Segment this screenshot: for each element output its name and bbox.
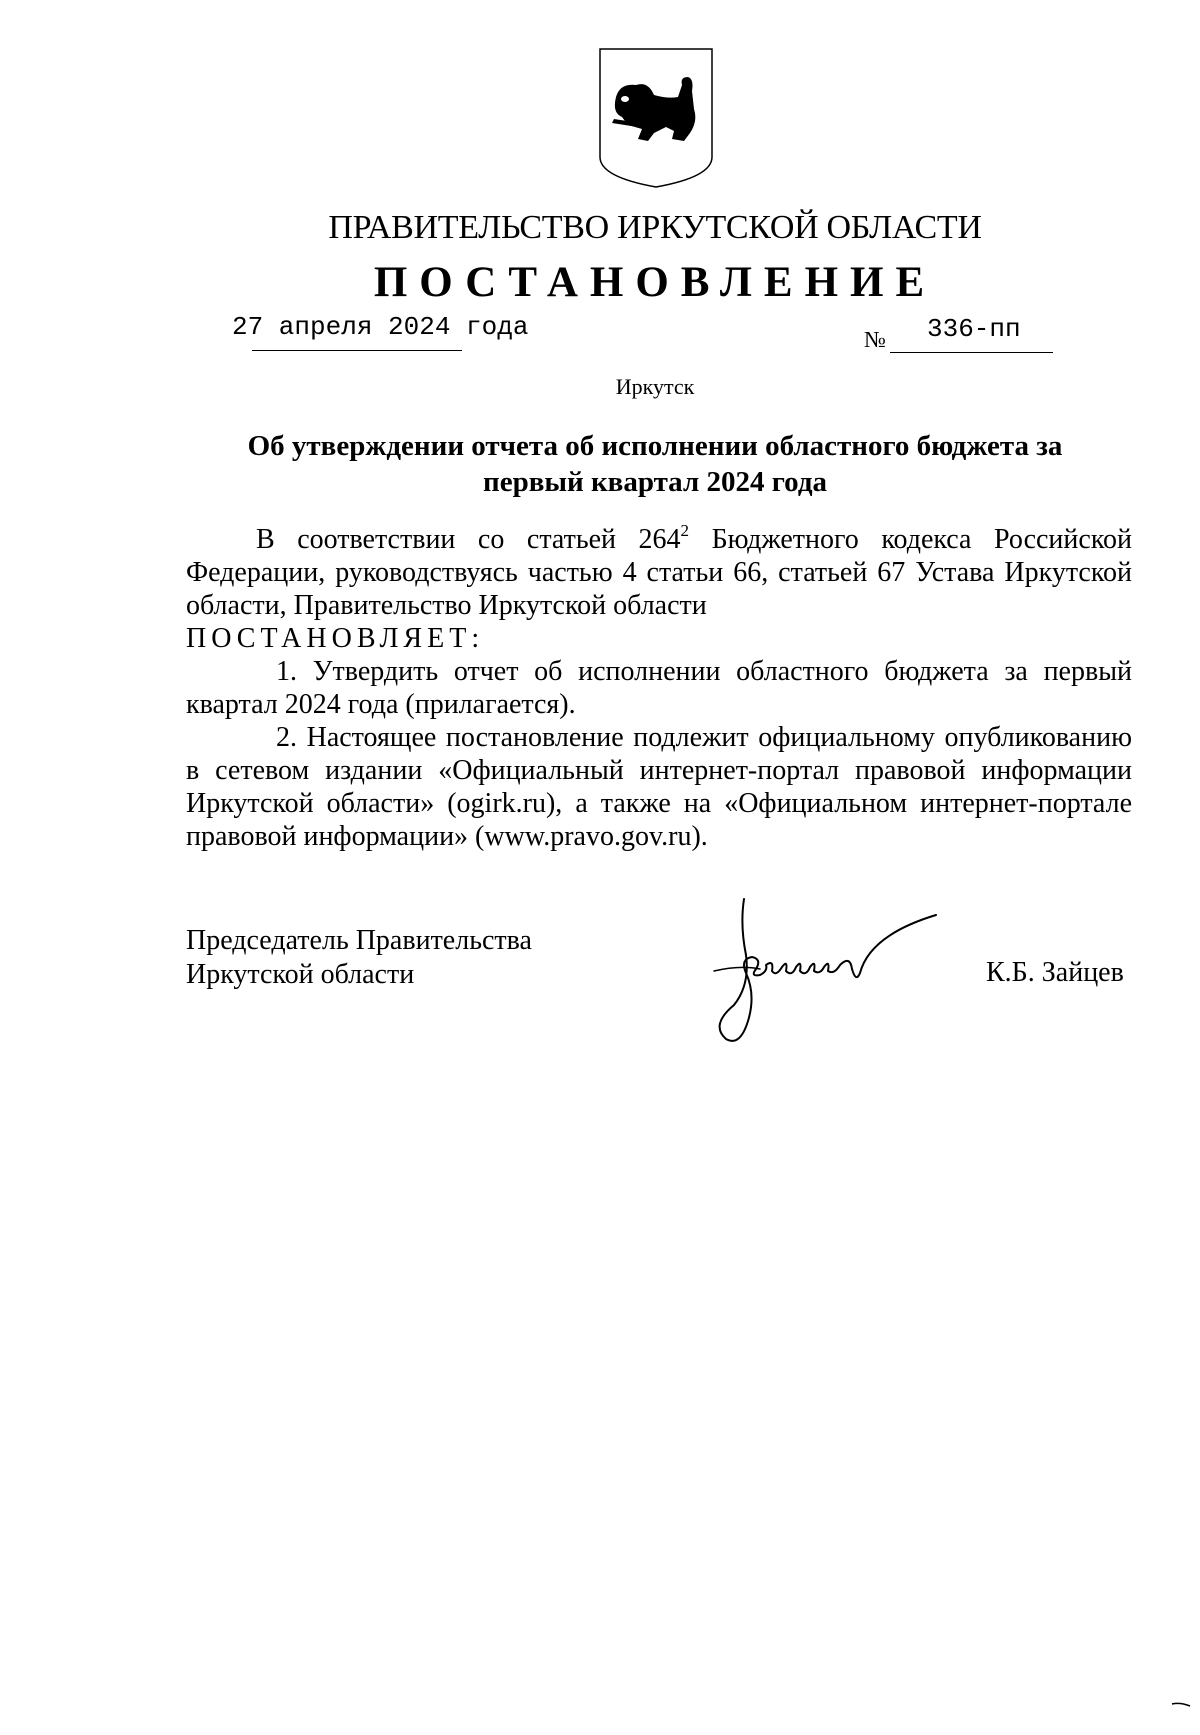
- decree-word: ПОСТАНОВЛЯЕТ:: [186, 623, 485, 654]
- intro-text-start: В соответствии со статьей 264: [256, 524, 681, 555]
- document-number: 336-пп: [927, 314, 1021, 344]
- signatory-position: [186, 924, 532, 992]
- signatory-position-line-2: Иркутской области: [186, 959, 415, 990]
- intro-paragraph: [186, 523, 1132, 622]
- document-date: 27 апреля 2024 года: [232, 312, 529, 342]
- scan-mark: [1170, 1700, 1192, 1712]
- decree-item-2: 2. Настоящее постановление подлежит официальному опубликованию в сетевом издании «Официальный интернет-портал правовой информации Иркутской области» (ogirk.ru), а также на «Официальном интернет-портале правовой информации» (www.pravo.gov.ru).: [186, 722, 1132, 852]
- organization-name: ПРАВИТЕЛЬСТВО ИРКУТСКОЙ ОБЛАСТИ: [328, 209, 982, 246]
- intro-text-end: Бюджетного кодекса Российской Федерации, руководствуясь частью 4 статьи 66, статьей 67 Устава Иркутской области, Правительство Иркутской области: [186, 524, 1132, 621]
- document-subject: [230, 428, 1080, 500]
- number-underline: [890, 352, 1053, 353]
- document-body: [186, 523, 1132, 853]
- decree-item-1: 1. Утвердить отчет об исполнении областного бюджета за первый квартал 2024 года (прилагается).: [186, 656, 1132, 720]
- city-name: Иркутск: [615, 374, 695, 399]
- intro-superscript: 2: [680, 521, 690, 540]
- subject-line-2: первый квартал 2024 года: [483, 466, 827, 498]
- babr-emblem-icon: [598, 47, 716, 189]
- signatory-name: К.Б. Зайцев: [986, 957, 1124, 988]
- subject-line-1: Об утверждении отчета об исполнении областного бюджета за: [247, 430, 1063, 462]
- signatory-position-line-1: Председатель Правительства: [186, 925, 532, 956]
- date-underline: [252, 350, 462, 351]
- handwritten-signature-icon: [700, 895, 980, 1045]
- number-sign: №: [864, 327, 886, 352]
- document-type-title: ПОСТАНОВЛЕНИЕ: [373, 259, 937, 306]
